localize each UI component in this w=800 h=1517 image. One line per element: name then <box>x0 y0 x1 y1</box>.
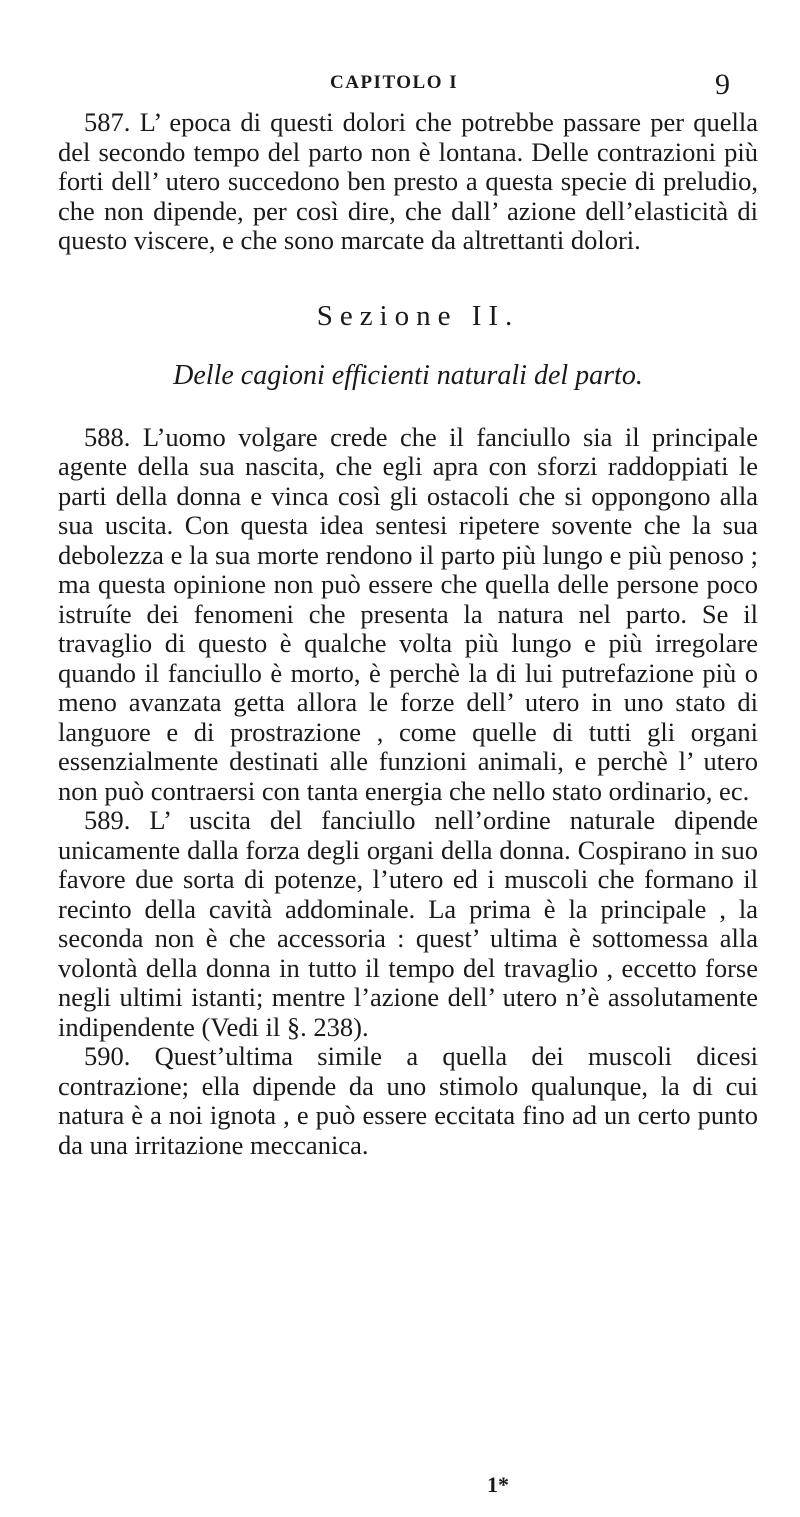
paragraph-number: 590. <box>84 1041 131 1071</box>
paragraph-text: L’ epoca di questi dolori che potrebbe passare per quella del secondo tempo del parto non è lontana. Delle contrazioni più forti dell’ utero succedono ben presto a questa specie di preludio, che non dipende, per così dire, che dall’ azione dell’elasticità di questo viscere, e che sono marcate da altrettanti dolori. <box>58 107 759 255</box>
paragraph-number: 589. <box>84 805 131 835</box>
paragraph-text: L’uomo volgare crede che il fanciullo sia il principale agente della sua nascita, che egli apra con sforzi raddoppiati le parti della donna e vinca così gli ostacoli che si oppongono alla sua uscita. Con questa idea sentesi ripetere sovente che la sua debolezza e la sua morte rendono il parto più lungo e più penoso ; ma questa opinione non può essere che quella delle persone poco istruíte dei fenomeni che presenta la natura nel parto. Se il travaglio di questo è qualche volta più lungo e più irregolare quando il fanciullo è morto, è perchè la di lui putrefazione più o meno avanzata getta allora le forze dell’ utero in uno stato di languore e di prostrazione , come quelle di tutti gli organi essenzialmente destinati alle funzioni animali, e perchè l’ utero non può contraersi con tanta energia che nello stato ordinario, ec. <box>58 421 758 806</box>
running-title: CAPITOLO I <box>330 72 459 93</box>
section-title: Sezione II. <box>316 299 520 332</box>
paragraph-589 <box>58 806 758 1042</box>
signature-mark: 1* <box>487 1472 509 1497</box>
paragraph-text: Quest’ultima simile a quella dei muscoli dicesi contrazione; ella dipende da uno stimolo qualunque, la di cui natura è a noi ignota , e può essere eccitata fino ad un certo punto da una irritazione meccanica. <box>58 1041 759 1160</box>
paragraph-587 <box>58 108 758 256</box>
page-header <box>330 62 740 102</box>
paragraph-number: 587. <box>84 107 131 137</box>
body-text <box>58 108 758 1160</box>
section-subtitle: Delle cagioni efficienti naturali del parto. <box>173 360 643 391</box>
paragraph-590 <box>58 1042 758 1160</box>
paragraph-588 <box>58 423 758 807</box>
page-number: 9 <box>715 68 730 101</box>
paragraph-text: L’ uscita del fanciullo nell’ordine naturale dipende unicamente dalla forza degli organi della donna. Cospirano in suo favore due sorta di potenze, l’utero ed i muscoli che formano il recinto della cavità addominale. La prima è la principale , la seconda non è che accessoria : quest’ ultima è sottomessa alla volontà della donna in tutto il tempo del travaglio , eccetto forse negli ultimi istanti; mentre l’azione dell’ utero n’è assolutamente indipendente (Vedi il §. 238). <box>58 805 759 1042</box>
paragraph-number: 588. <box>84 421 131 452</box>
